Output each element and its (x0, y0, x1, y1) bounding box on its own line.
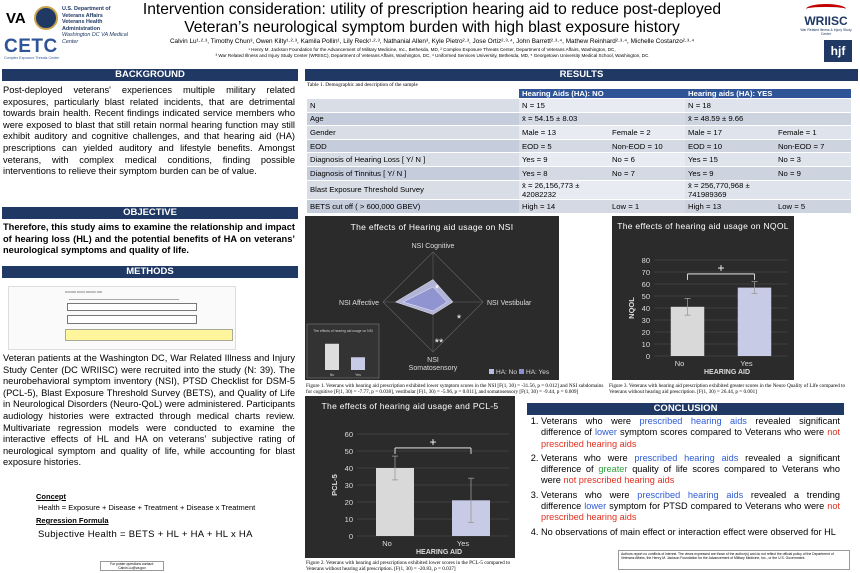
concept-formula: Health = Exposure + Disease + Treatment + Disease x Treatment (38, 503, 256, 512)
legend-label: HA: Yes (526, 369, 550, 376)
conclusion-fragment: lower (584, 501, 607, 512)
cell-value: Non-EOD = 7 (778, 141, 825, 151)
cell-value (612, 181, 682, 199)
table-cell-yes (685, 112, 851, 126)
table-cell-no (519, 139, 685, 153)
radar-axis-label: NSI Vestibular (487, 300, 532, 307)
y-tick-label: 0 (348, 532, 353, 541)
y-tick-label: 40 (641, 304, 650, 313)
x-category-label: No (382, 539, 392, 548)
cell-value: Non-EOD = 10 (612, 141, 663, 151)
figure-2-caption: Figure 2. Veterans with hearing aid prescriptions exhibited lower scores in the PCL-5 compared to Veterans without hearing aid prescription. [F(1, 30) = -20.83, p = 0.037] (306, 560, 511, 573)
conclusion-list-block (527, 416, 840, 541)
cell-value: x̄ = 54.15 ± 8.03 (522, 114, 578, 124)
legend-label: HA: No (496, 369, 517, 376)
table-row (307, 99, 851, 113)
table-row (307, 139, 851, 153)
significance-marker: * (434, 283, 440, 295)
table-row-label: N (307, 99, 519, 113)
cell-value: No = 9 (778, 168, 801, 178)
inset-category: Yes (355, 373, 361, 377)
nqol-bar-chart (612, 216, 794, 380)
background-text: Post-deployed veterans' experiences multiple military related exposures, particularly blast related incidents, that are detrimental towards brain health. Recent findings indicated service members who were exposed to blast that still retain normal hearing function may still exhibit auditory and cognitive challenges, and that hearing aid (HA) prescriptions can yielded auditory and lifestyle benefits. Amongst veterans, with complex medical conditions, finding possible interventions to relieve their symptom burden can be of value. (3, 85, 295, 177)
x-category-label: Yes (456, 539, 470, 548)
x-category-label: Yes (740, 359, 753, 368)
regression-label: Regression Formula (36, 516, 109, 525)
table-caption: Table 1. Demographic and description of the sample (307, 82, 418, 88)
cell-value: Male = 13 (522, 127, 556, 137)
conclusion-fragment: Veterans who were (541, 416, 640, 426)
y-tick-label: 10 (344, 515, 353, 524)
demographics-table-block (307, 82, 851, 213)
conclusion-fragment: prescribed hearing aids (639, 416, 747, 426)
significance-marker: ** (434, 337, 444, 349)
table-row-label: BETS cut off ( > 600,000 GBEV) (307, 199, 519, 213)
cell-value: N = 15 (522, 100, 545, 110)
table-cell-yes (685, 166, 851, 180)
conclusion-fragment: Veterans who were (541, 489, 638, 500)
cell-value (612, 114, 682, 123)
table-row-label: EOD (307, 139, 519, 153)
nqol-svg (612, 216, 794, 380)
y-axis-label: PCL-5 (330, 474, 339, 496)
cetc-mark: CETC (4, 36, 58, 57)
concept-block (36, 492, 266, 556)
flow-text: •••••••••• ••••••• ••••••••• ••••• (65, 290, 103, 294)
cell-value: No = 6 (612, 155, 635, 165)
y-tick-label: 0 (645, 352, 650, 361)
demographics-table (307, 89, 851, 213)
radar-svg (305, 216, 559, 380)
chart-title: The effects of hearing aid usage on NQOL (617, 221, 789, 231)
conclusion-fragment: not prescribed hearing aids (541, 427, 840, 449)
table-row-label: Age (307, 112, 519, 126)
radar-axis-label: NSI (427, 357, 439, 364)
inset-category: No (329, 373, 335, 377)
conclusion-fragment: revealed a significant difference of (541, 452, 840, 475)
wriisc-arc-icon (806, 4, 846, 14)
methods-flow-figure (8, 286, 236, 350)
y-tick-label: 20 (641, 328, 650, 337)
wriisc-sub: War Related Illness & Injury Study Center (800, 28, 852, 36)
table-cell-yes (685, 153, 851, 167)
table-cell-yes (685, 199, 851, 213)
table-row (307, 153, 851, 167)
methods-heading: METHODS (2, 266, 298, 278)
affil-line-1: ¹ Henry M. Jackson Foundation for the Advancement of Military Medicine, Inc., Bethesda, MD, ² Complex Exposure Threats Center, Department of Veterans Affairs, Washington, DC, (248, 47, 616, 52)
cell-value: N = 18 (688, 100, 711, 110)
y-tick-label: 30 (641, 316, 650, 325)
x-category-label: No (674, 359, 685, 368)
table-row (307, 199, 851, 213)
y-axis-label: NQOL (627, 297, 636, 319)
cell-value (778, 114, 848, 123)
table-cell-no (519, 126, 685, 140)
table-header-row (307, 89, 851, 99)
va-dept-line: Washington DC VA Medical Center (62, 32, 128, 45)
authors: Calvin Lu¹·²·³, Timothy Chun³, Owen Kilty¹·²·³, Kamila Pollin¹, Lily Reck¹·²·³, Nathanial Allen³, Kyle Pietro²·³, Jose Ortiz²·³·⁴, John Barrett²·³·⁴, Mathew Reinhard²·³·⁴, Michelle Costanzo²·³·⁴ (169, 38, 695, 45)
conclusion-fragment: not prescribed hearing aids (563, 475, 675, 486)
table-cell-no (519, 99, 685, 113)
cell-value: No = 3 (778, 155, 801, 165)
table-row (307, 180, 851, 199)
table-row-label: Gender (307, 126, 519, 140)
flow-box (67, 303, 197, 311)
disclaimer-footnote: Authors report no conflicts of interest. The views expressed are those of the author(s) and do not reflect the official policy of the Department of Veterans Affairs, the Henry M. Jackson Foundation for the Advancement of Military Medicine, Inc., or the U.S. Government. (618, 550, 850, 570)
va-seal-icon (34, 6, 58, 30)
pcl5-bar-chart (305, 396, 515, 558)
conclusion-item (541, 490, 840, 524)
objective-text: Therefore, this study aims to examine the relationship and impact of hearing loss (HL) and the potential benefits of HA on veterans’ neurological symptoms and quality of life. (3, 222, 295, 256)
figure-1-caption: Figure 1. Veterans with hearing aid prescription exhibited lower symptom scores in the NSI [F(1, 30) = -31.56, p = 0.012] and NSI subdomains for cognitive [F(1, 30) = -7.77, p = 0.038], vestibular [F(1, 30) = -5.96, p = 0.011], and somatosensory [F(1, 30) = -9.44, p = 0.009] (306, 383, 604, 396)
chart-title: The effects of hearing aid usage and PCL-5 (321, 401, 499, 411)
conclusion-item (541, 527, 840, 538)
va-logo (4, 4, 130, 45)
inset-title: The effects of hearing aid usage on NSI (313, 329, 373, 333)
significance-marker: * (456, 313, 462, 325)
hjf-logo: hjf (824, 40, 852, 62)
table-header-no: Hearing Aids (HA): NO (519, 89, 685, 99)
legend-swatch (489, 369, 494, 374)
conclusion-fragment: quality of life scores compared to Veterans who were (541, 464, 840, 486)
inset-bar (351, 357, 365, 370)
methods-text: Veteran patients at the Washington DC, War Related Illness and Injury Study Center (DC WRIISC) were recruited into the study (N: 39). The neurobehavioral symptom inventory (NSI), PTSD Checklist for DSM-5 (PCL-5), Blast Exposure Threshold Survey (BETS), and Quality of Life in Neurological Disorders (Neuro-QoL) were administered. Participants audiology histories were extracted through medical charts review. Multivariate regression models were conducted to examine the interactive effects of HL and HA on veterans’ subjective rating of neurological symptom and quality of life, while accounting for blast exposure histories. (3, 353, 295, 468)
table-row-label: Diagnosis of Tinnitus [ Y/ N ] (307, 166, 519, 180)
cetc-logo (4, 36, 64, 64)
cell-value: Low = 5 (778, 201, 806, 211)
cell-value: Yes = 9 (688, 168, 714, 178)
cell-value: High = 13 (688, 201, 722, 211)
y-tick-label: 20 (344, 498, 353, 507)
objective-heading: OBJECTIVE (2, 207, 298, 219)
conclusion-item (541, 416, 840, 450)
table-cell-yes (685, 180, 851, 199)
table-header-yes: Hearing aids (HA): YES (685, 89, 851, 99)
wriisc-mark: WRIISC (804, 14, 848, 28)
cell-value: x̄ = 48.59 ± 9.66 (688, 114, 744, 124)
conclusion-fragment: revealed a trending difference (541, 489, 840, 512)
y-tick-label: 50 (641, 292, 650, 301)
poster-header (0, 0, 860, 66)
cell-value (778, 101, 848, 110)
cell-value (778, 181, 848, 199)
y-tick-label: 30 (344, 481, 353, 490)
cell-value: EOD = 10 (688, 141, 722, 151)
cell-value: EOD = 5 (522, 141, 552, 151)
conclusion-item (541, 453, 840, 487)
table-cell-yes (685, 99, 851, 113)
conclusion-fragment: symptom scores compared to Veterans who were (616, 427, 828, 438)
radar-axis-label: Somatosensory (408, 365, 458, 372)
conclusion-heading: CONCLUSION (527, 403, 844, 415)
va-dept-line: U.S. Department of Veterans Affairs (62, 6, 111, 19)
cell-value: Low = 1 (612, 201, 640, 211)
conclusion-fragment: symptom for PTSD compared to Veterans who were (606, 501, 828, 512)
title-line-2: Veteran’s neurological symptom burden with high blast exposure history (184, 19, 680, 36)
conclusion-fragment: prescribed hearing aids (637, 489, 744, 500)
table-cell-no (519, 180, 685, 199)
va-dept-text (62, 6, 130, 46)
conclusion-fragment: not prescribed hearing aids (541, 501, 841, 523)
conclusion-fragment: prescribed hearing aids (634, 452, 739, 463)
y-tick-label: 40 (344, 464, 353, 473)
radar-axis-label: NSI Affective (339, 300, 379, 307)
table-row (307, 112, 851, 126)
cell-value: Female = 1 (778, 127, 817, 137)
x-axis-label: HEARING AID (415, 549, 463, 556)
table-cell-no (519, 153, 685, 167)
chart-title: The effects of Hearing aid usage on NSI (350, 222, 514, 232)
contact-footnote: For poster questions contact: Calvin.Lu@va.gov (100, 561, 164, 571)
table-row-label: Diagnosis of Hearing Loss [ Y/ N ] (307, 153, 519, 167)
conclusion-fragment: greater (598, 464, 628, 475)
conclusion-fragment: No observations of main effect or interaction effect were observed for HL (541, 526, 836, 537)
cell-value: x̄ = 256,770,968 ± 741989369 (688, 180, 750, 199)
significance-marker: + (717, 260, 725, 275)
bar (738, 288, 772, 356)
table-cell-yes (685, 126, 851, 140)
table-row (307, 166, 851, 180)
cell-value: No = 7 (612, 168, 635, 178)
radar-axis-label: NSI Cognitive (411, 243, 455, 250)
va-dept-line: Veterans Health Administration (62, 19, 103, 32)
title-line-1: Intervention consideration: utility of prescription hearing aid to reduce post-deployed (142, 1, 722, 18)
nsi-radar-chart (305, 216, 559, 380)
figure-3-caption: Figure 3. Veterans with hearing aid prescription exhibited greater scores in the Neuro Quality of Life compared to Veterans without hearing aid prescription. [F(1, 30) = 26.44, p = 0.001] (609, 383, 846, 396)
table-cell-yes (685, 139, 851, 153)
flow-box (67, 315, 197, 324)
conclusion-fragment: Veterans who were (541, 452, 635, 463)
y-tick-label: 60 (344, 430, 353, 439)
cell-value: Female = 2 (612, 127, 651, 137)
affiliations (132, 47, 732, 59)
cell-value: Yes = 9 (522, 155, 548, 165)
concept-label: Concept (36, 492, 66, 501)
y-tick-label: 80 (641, 256, 650, 265)
affil-line-2: ³ War Related Illness and Injury Study Center (WRIISC), Department of Veterans Affairs, Washington, DC, ⁴ Uniformed Services University, Bethesda, MD, ⁵ Georgetown University Medical School, Washington, DC (215, 53, 649, 58)
y-tick-label: 10 (641, 340, 650, 349)
legend-swatch (519, 369, 524, 374)
conclusion-fragment: revealed significant difference of (541, 416, 840, 438)
table-cell-no (519, 112, 685, 126)
significance-marker: + (429, 434, 437, 449)
table-cell-no (519, 166, 685, 180)
conclusion-list (527, 416, 840, 538)
x-axis-label: HEARING AID (703, 369, 751, 376)
poster-title (132, 1, 732, 37)
cell-value: Yes = 15 (688, 155, 718, 165)
table-header-empty (307, 89, 519, 99)
y-tick-label: 60 (641, 280, 650, 289)
table-cell-no (519, 199, 685, 213)
y-tick-label: 70 (641, 268, 650, 277)
wriisc-logo (798, 4, 854, 38)
conclusion-fragment: lower (594, 427, 617, 438)
pcl5-svg (305, 396, 515, 558)
y-tick-label: 50 (344, 447, 353, 456)
va-mark: VA (6, 10, 26, 27)
table-row-label: Blast Exposure Threshold Survey (307, 180, 519, 199)
table-body (307, 99, 851, 213)
cell-value: Male = 17 (688, 127, 722, 137)
flow-highlight-box (65, 329, 233, 341)
cell-value: x̄ = 26,156,773 ± 42082232 (522, 180, 580, 199)
results-heading: RESULTS (305, 69, 858, 81)
flow-line (69, 299, 179, 300)
cetc-sub: Complex Exposure Threats Center (4, 56, 60, 60)
regression-formula: Subjective Health = BETS + HL + HA + HL x HA (38, 529, 253, 540)
inset-bar (325, 344, 339, 370)
cell-value: Yes = 8 (522, 168, 548, 178)
cell-value (612, 101, 682, 110)
cell-value: High = 14 (522, 201, 556, 211)
table-row (307, 126, 851, 140)
background-heading: BACKGROUND (2, 69, 298, 81)
